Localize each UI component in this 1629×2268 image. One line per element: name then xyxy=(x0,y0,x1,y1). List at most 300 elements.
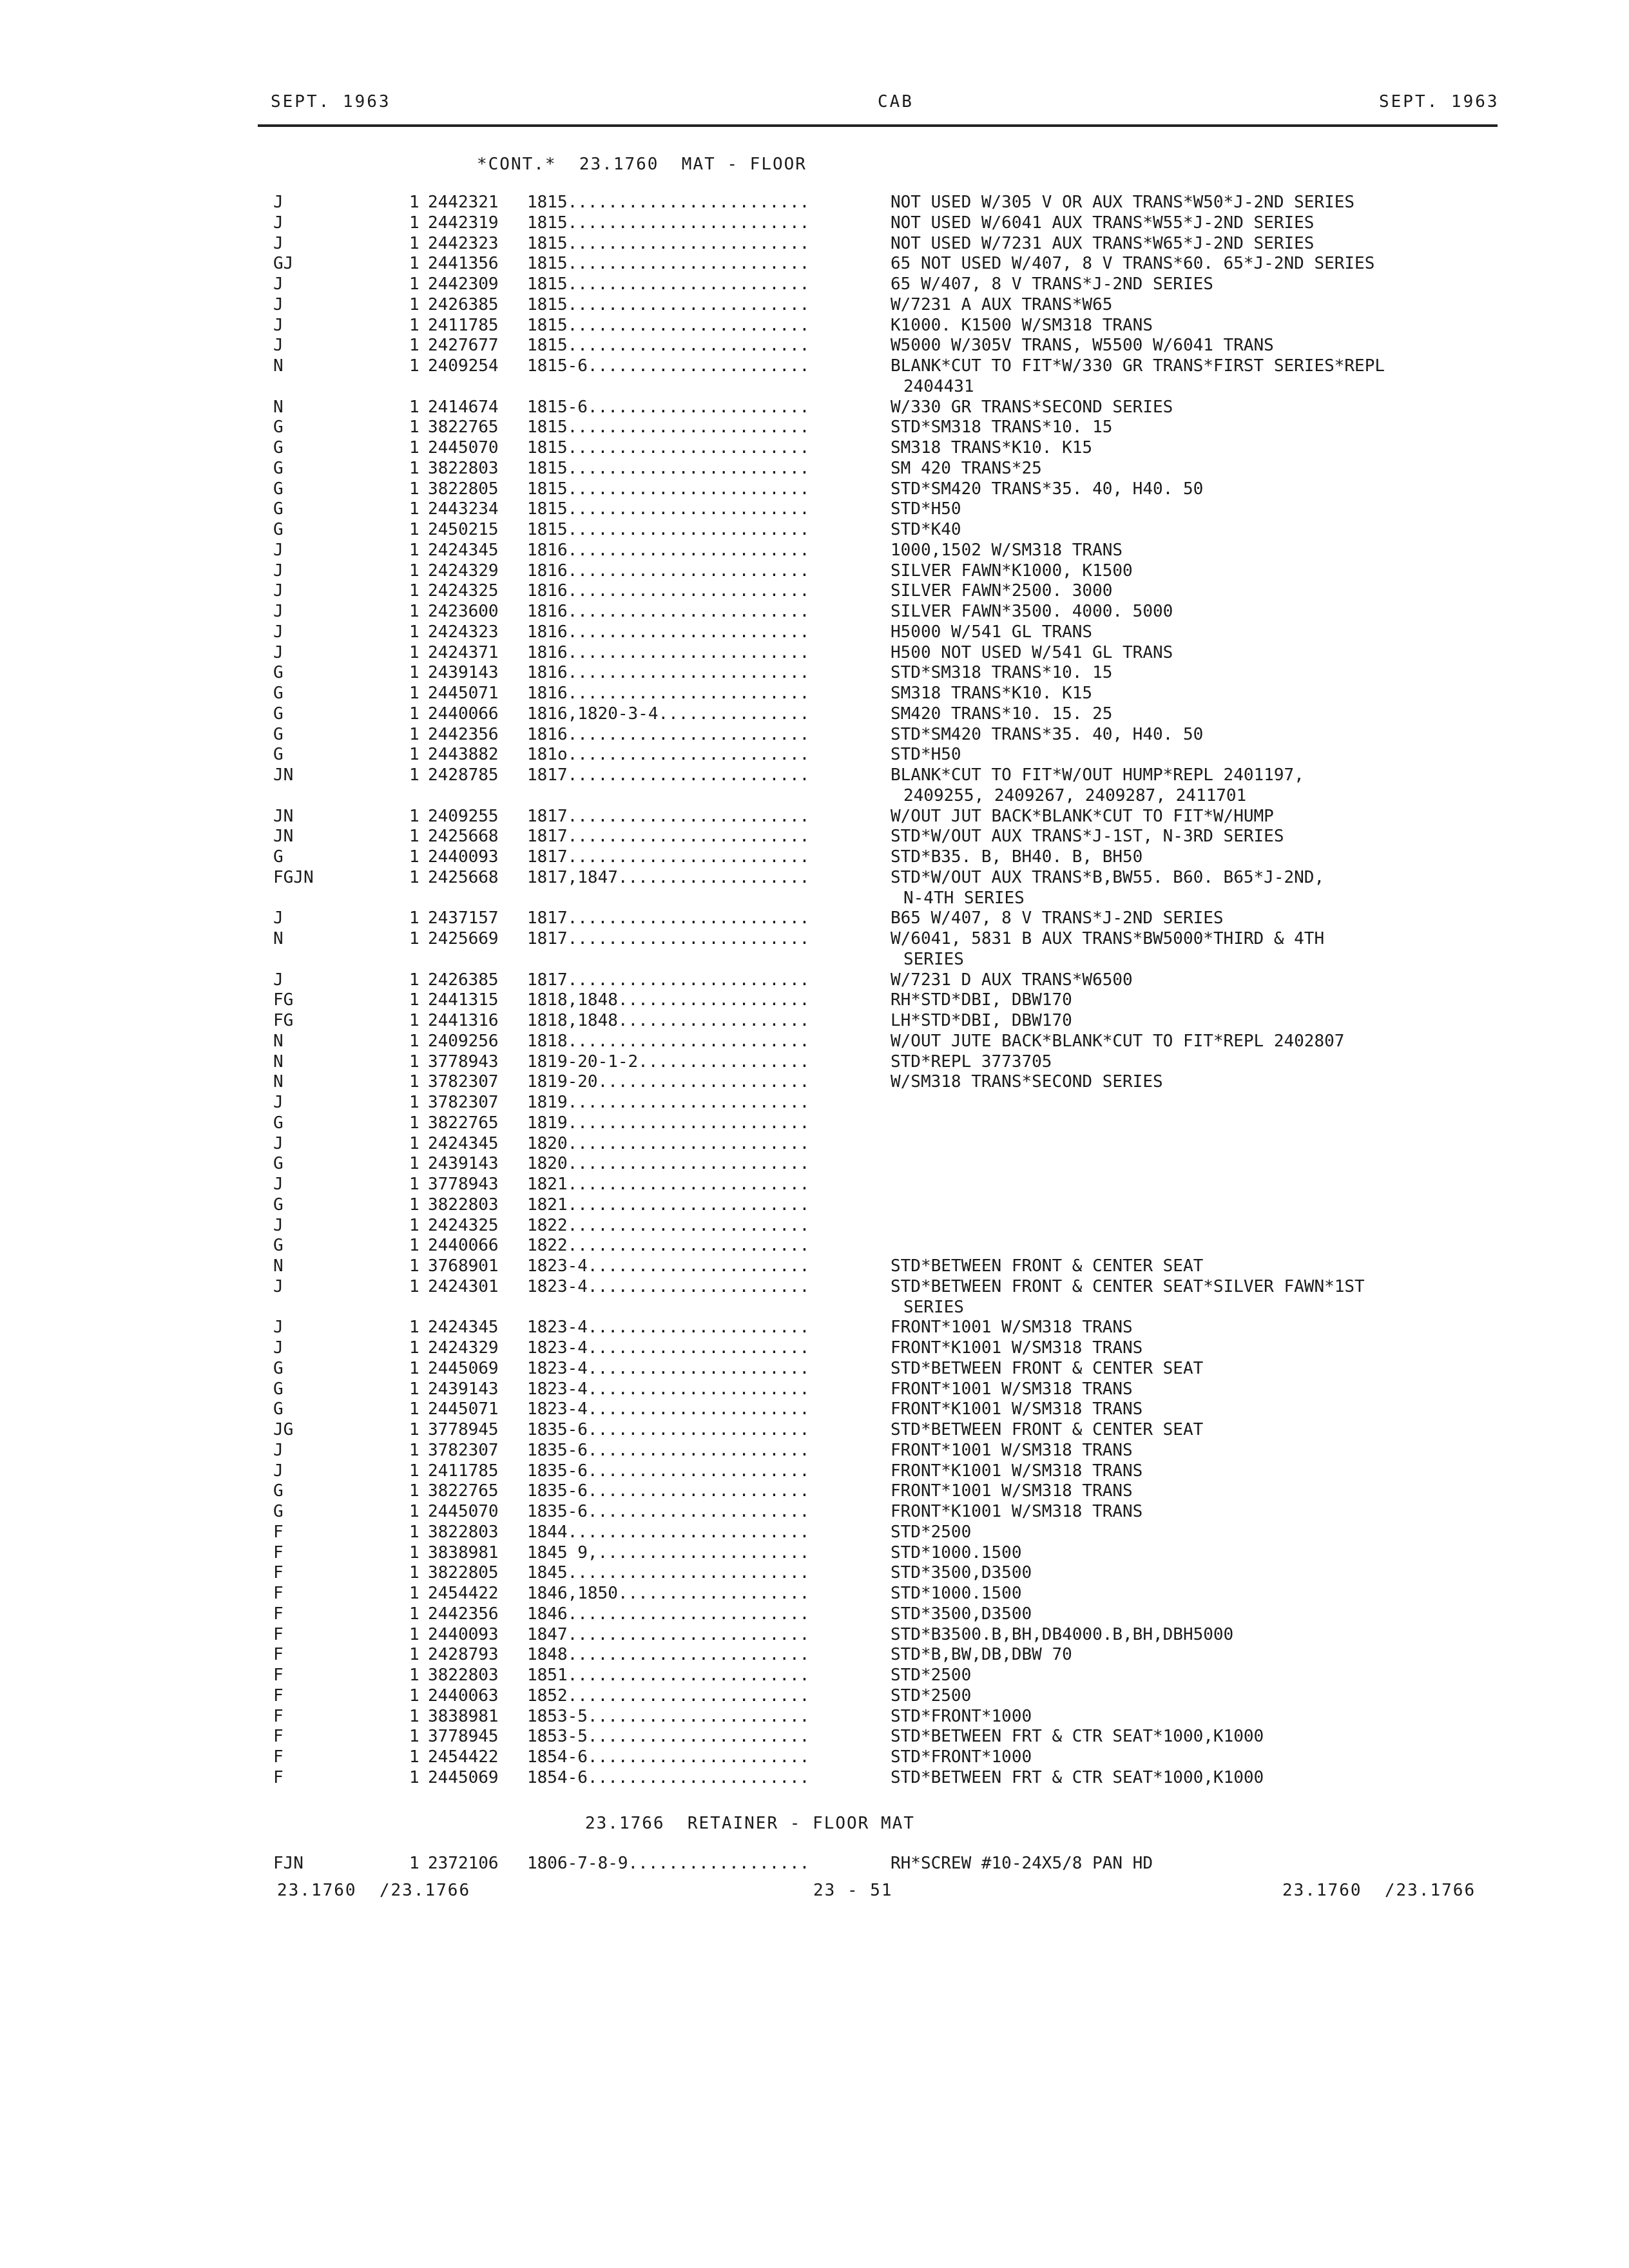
part-number: 2445071 xyxy=(428,684,499,703)
model-code: G xyxy=(273,1195,284,1215)
quantity: 1 xyxy=(409,1215,419,1235)
model-code: N xyxy=(273,356,284,376)
table-row xyxy=(0,1563,1629,1584)
description: NOT USED W/305 V OR AUX TRANS*W50*J-2ND SERIES xyxy=(891,193,1355,212)
quantity: 1 xyxy=(409,540,419,560)
description: STD*H50 xyxy=(891,499,961,519)
quantity: 1 xyxy=(409,1440,419,1460)
model-code: J xyxy=(273,213,284,233)
model-code: N xyxy=(273,1031,284,1051)
description: B65 W/407, 8 V TRANS*J-2ND SERIES xyxy=(891,908,1224,928)
table-row xyxy=(0,663,1629,684)
part-number: 2441356 xyxy=(428,254,499,274)
quantity: 1 xyxy=(409,724,419,744)
retainer-list xyxy=(0,1854,1629,1874)
figure-reference: 1823-4...................... xyxy=(527,1399,810,1419)
model-code: J xyxy=(273,622,284,642)
table-row xyxy=(0,970,1629,991)
figure-reference: 1848........................ xyxy=(527,1645,810,1665)
quantity: 1 xyxy=(409,1584,419,1603)
model-code: G xyxy=(273,1379,284,1399)
description: STD*B,BW,DB,DBW 70 xyxy=(891,1645,1072,1665)
part-number: 2442323 xyxy=(428,233,499,253)
model-code: G xyxy=(273,1399,284,1419)
table-row xyxy=(0,1625,1629,1646)
quantity: 1 xyxy=(409,1522,419,1542)
figure-reference: 1816........................ xyxy=(527,663,810,683)
quantity: 1 xyxy=(409,970,419,990)
table-row xyxy=(0,908,1629,929)
figure-reference: 1815........................ xyxy=(527,233,810,253)
quantity: 1 xyxy=(409,929,419,948)
figure-reference: 1815........................ xyxy=(527,458,810,478)
model-code: F xyxy=(273,1563,284,1583)
quantity: 1 xyxy=(409,520,419,539)
figure-reference: 1819-20..................... xyxy=(527,1072,810,1092)
model-code: F xyxy=(273,1542,284,1562)
model-code: J xyxy=(273,294,284,314)
quantity: 1 xyxy=(409,1767,419,1787)
model-code: J xyxy=(273,193,284,212)
description: STD*1000.1500 xyxy=(891,1542,1022,1562)
figure-reference: 1815........................ xyxy=(527,213,810,233)
header-date-left: SEPT. 1963 xyxy=(271,92,391,111)
quantity: 1 xyxy=(409,397,419,417)
figure-reference: 1847........................ xyxy=(527,1624,810,1644)
figure-reference: 1818........................ xyxy=(527,1031,810,1051)
part-number: 2445070 xyxy=(428,1502,499,1521)
part-number: 2441315 xyxy=(428,990,499,1010)
table-row xyxy=(0,1052,1629,1073)
figure-reference: 1835-6...................... xyxy=(527,1440,810,1460)
table-row xyxy=(0,398,1629,418)
quantity: 1 xyxy=(409,602,419,621)
part-number: 3838981 xyxy=(428,1542,499,1562)
table-row xyxy=(0,1645,1629,1666)
table-row xyxy=(0,1195,1629,1216)
figure-reference: 1844........................ xyxy=(527,1522,810,1542)
part-number: 2409254 xyxy=(428,356,499,376)
quantity: 1 xyxy=(409,990,419,1010)
figure-reference: 1852........................ xyxy=(527,1686,810,1706)
table-row xyxy=(0,1134,1629,1155)
quantity: 1 xyxy=(409,827,419,847)
part-number: 3822803 xyxy=(428,1195,499,1215)
description: STD*BETWEEN FRT & CTR SEAT*1000,K1000 xyxy=(891,1727,1264,1747)
figure-reference: 1815........................ xyxy=(527,438,810,457)
part-number: 3822803 xyxy=(428,1522,499,1542)
description: STD*W/OUT AUX TRANS*J-1ST, N-3RD SERIES xyxy=(891,827,1284,847)
quantity: 1 xyxy=(409,1854,419,1873)
quantity: 1 xyxy=(409,1338,419,1358)
table-row xyxy=(0,725,1629,745)
part-number: 2411785 xyxy=(428,315,499,335)
table-row xyxy=(0,1298,1629,1318)
table-row xyxy=(0,1461,1629,1482)
table-row xyxy=(0,889,1629,909)
quantity: 1 xyxy=(409,1195,419,1215)
figure-reference: 1816........................ xyxy=(527,724,810,744)
description: 65 NOT USED W/407, 8 V TRANS*60. 65*J-2ND SERIES xyxy=(891,254,1375,274)
quantity: 1 xyxy=(409,1399,419,1419)
table-row xyxy=(0,1686,1629,1707)
part-number: 3778943 xyxy=(428,1175,499,1194)
model-code: FG xyxy=(273,990,294,1010)
model-code: F xyxy=(273,1706,284,1726)
part-number: 2454422 xyxy=(428,1747,499,1767)
table-row xyxy=(0,1523,1629,1543)
quantity: 1 xyxy=(409,499,419,519)
parts-list xyxy=(0,193,1629,1789)
description: FRONT*K1001 W/SM318 TRANS xyxy=(891,1338,1143,1358)
quantity: 1 xyxy=(409,581,419,601)
description: STD*BETWEEN FRONT & CENTER SEAT xyxy=(891,1420,1204,1439)
table-row xyxy=(0,1379,1629,1400)
table-row xyxy=(0,1604,1629,1625)
description: STD*3500,D3500 xyxy=(891,1563,1032,1583)
model-code: J xyxy=(273,581,284,601)
quantity: 1 xyxy=(409,908,419,928)
figure-reference: 1806-7-8-9.................. xyxy=(527,1854,810,1873)
model-code: J xyxy=(273,274,284,294)
description: W5000 W/305V TRANS, W5500 W/6041 TRANS xyxy=(891,336,1274,356)
part-number: 2439143 xyxy=(428,1379,499,1399)
description-continuation: SERIES xyxy=(903,1297,964,1317)
table-row xyxy=(0,868,1629,889)
figure-reference: 1815........................ xyxy=(527,520,810,539)
table-row xyxy=(0,990,1629,1011)
part-number: 2424329 xyxy=(428,561,499,581)
table-row xyxy=(0,1072,1629,1093)
part-number: 2442356 xyxy=(428,1604,499,1624)
quantity: 1 xyxy=(409,1318,419,1338)
description: W/OUT JUTE BACK*BLANK*CUT TO FIT*REPL 2402807 xyxy=(891,1031,1345,1051)
model-code: G xyxy=(273,1154,284,1174)
part-number: 2437157 xyxy=(428,908,499,928)
quantity: 1 xyxy=(409,847,419,867)
table-row xyxy=(0,1236,1629,1256)
table-row xyxy=(0,377,1629,398)
model-code: FGJN xyxy=(273,867,314,887)
part-number: 2423600 xyxy=(428,602,499,621)
table-row xyxy=(0,807,1629,827)
description: FRONT*1001 W/SM318 TRANS xyxy=(891,1440,1133,1460)
figure-reference: 1815........................ xyxy=(527,193,810,212)
table-row xyxy=(0,356,1629,377)
table-row xyxy=(0,1707,1629,1727)
part-number: 2439143 xyxy=(428,1154,499,1174)
model-code: J xyxy=(273,233,284,253)
model-code: F xyxy=(273,1604,284,1624)
description: W/330 GR TRANS*SECOND SERIES xyxy=(891,397,1173,417)
model-code: G xyxy=(273,520,284,539)
model-code: N xyxy=(273,1256,284,1276)
description: RH*STD*DBI, DBW170 xyxy=(891,990,1072,1010)
figure-reference: 1815-6...................... xyxy=(527,356,810,376)
quantity: 1 xyxy=(409,806,419,826)
figure-reference: 1816,1820-3-4............... xyxy=(527,704,810,724)
part-number: 2424325 xyxy=(428,1215,499,1235)
figure-reference: 1815........................ xyxy=(527,479,810,499)
quantity: 1 xyxy=(409,1481,419,1501)
part-number: 2424323 xyxy=(428,622,499,642)
model-code: G xyxy=(273,458,284,478)
figure-reference: 181o........................ xyxy=(527,745,810,765)
table-row xyxy=(0,459,1629,479)
table-row xyxy=(0,1216,1629,1236)
model-code: G xyxy=(273,1358,284,1378)
description: STD*SM420 TRANS*35. 40, H40. 50 xyxy=(891,479,1204,499)
figure-reference: 1823-4...................... xyxy=(527,1256,810,1276)
part-number: 2425668 xyxy=(428,827,499,847)
table-row xyxy=(0,765,1629,786)
table-row xyxy=(0,643,1629,664)
part-number: 2445070 xyxy=(428,438,499,457)
description: STD*BETWEEN FRONT & CENTER SEAT*SILVER FAWN*1ST xyxy=(891,1276,1365,1296)
figure-reference: 1854-6...................... xyxy=(527,1747,810,1767)
figure-reference: 1818,1848................... xyxy=(527,1011,810,1030)
model-code: J xyxy=(273,1175,284,1194)
quantity: 1 xyxy=(409,1502,419,1521)
table-row xyxy=(0,950,1629,970)
part-number: 3782307 xyxy=(428,1440,499,1460)
description-continuation: 2409255, 2409267, 2409287, 2411701 xyxy=(903,785,1247,805)
description: STD*B35. B, BH40. B, BH50 xyxy=(891,847,1143,867)
part-number: 2442309 xyxy=(428,274,499,294)
model-code: J xyxy=(273,908,284,928)
table-row xyxy=(0,1420,1629,1441)
figure-reference: 1851........................ xyxy=(527,1666,810,1685)
model-code: F xyxy=(273,1584,284,1603)
description-continuation: 2404431 xyxy=(903,376,974,396)
model-code: J xyxy=(273,970,284,990)
description: STD*2500 xyxy=(891,1522,972,1542)
model-code: G xyxy=(273,745,284,765)
part-number: 2411785 xyxy=(428,1461,499,1481)
model-code: GJ xyxy=(273,254,294,274)
figure-reference: 1845........................ xyxy=(527,1563,810,1583)
header-rule xyxy=(258,124,1498,127)
description: FRONT*1001 W/SM318 TRANS xyxy=(891,1379,1133,1399)
figure-reference: 1816........................ xyxy=(527,602,810,621)
quantity: 1 xyxy=(409,1645,419,1665)
model-code: G xyxy=(273,418,284,437)
quantity: 1 xyxy=(409,1420,419,1439)
part-number: 3822805 xyxy=(428,1563,499,1583)
model-code: J xyxy=(273,642,284,662)
part-number: 2445069 xyxy=(428,1767,499,1787)
description: STD*BETWEEN FRONT & CENTER SEAT xyxy=(891,1256,1204,1276)
description: W/7231 A AUX TRANS*W65 xyxy=(891,294,1113,314)
description: STD*2500 xyxy=(891,1686,972,1706)
figure-reference: 1835-6...................... xyxy=(527,1502,810,1521)
figure-reference: 1816........................ xyxy=(527,684,810,703)
table-row xyxy=(0,499,1629,520)
description: 1000,1502 W/SM318 TRANS xyxy=(891,540,1123,560)
model-code: J xyxy=(273,1215,284,1235)
description: W/OUT JUT BACK*BLANK*CUT TO FIT*W/HUMP xyxy=(891,806,1274,826)
quantity: 1 xyxy=(409,1256,419,1276)
model-code: G xyxy=(273,479,284,499)
part-number: 2426385 xyxy=(428,294,499,314)
description: STD*SM318 TRANS*10. 15 xyxy=(891,418,1113,437)
part-number: 2440066 xyxy=(428,704,499,724)
table-row xyxy=(0,1011,1629,1032)
model-code: N xyxy=(273,929,284,948)
quantity: 1 xyxy=(409,458,419,478)
model-code: J xyxy=(273,1276,284,1296)
description: BLANK*CUT TO FIT*W/330 GR TRANS*FIRST SERIES*REPL xyxy=(891,356,1385,376)
description: LH*STD*DBI, DBW170 xyxy=(891,1011,1072,1030)
model-code: F xyxy=(273,1767,284,1787)
description-continuation: N-4TH SERIES xyxy=(903,888,1025,908)
model-code: F xyxy=(273,1522,284,1542)
figure-reference: 1816........................ xyxy=(527,581,810,601)
part-number: 3838981 xyxy=(428,1706,499,1726)
part-number: 2443234 xyxy=(428,499,499,519)
table-row xyxy=(0,1113,1629,1134)
figure-reference: 1816........................ xyxy=(527,642,810,662)
part-number: 3822765 xyxy=(428,1481,499,1501)
figure-reference: 1817........................ xyxy=(527,827,810,847)
description: SM318 TRANS*K10. K15 xyxy=(891,438,1093,457)
part-number: 2440063 xyxy=(428,1686,499,1706)
quantity: 1 xyxy=(409,193,419,212)
figure-reference: 1817........................ xyxy=(527,847,810,867)
quantity: 1 xyxy=(409,1542,419,1562)
part-number: 2445069 xyxy=(428,1358,499,1378)
table-row xyxy=(0,520,1629,541)
model-code: N xyxy=(273,1072,284,1092)
description: SM 420 TRANS*25 xyxy=(891,458,1042,478)
figure-reference: 1820........................ xyxy=(527,1154,810,1174)
figure-reference: 1853-5...................... xyxy=(527,1706,810,1726)
description: STD*B3500.B,BH,DB4000.B,BH,DBH5000 xyxy=(891,1624,1234,1644)
table-row xyxy=(0,1584,1629,1604)
part-number: 2409255 xyxy=(428,806,499,826)
quantity: 1 xyxy=(409,704,419,724)
table-row xyxy=(0,684,1629,704)
figure-reference: 1819........................ xyxy=(527,1093,810,1112)
description: W/SM318 TRANS*SECOND SERIES xyxy=(891,1072,1163,1092)
quantity: 1 xyxy=(409,622,419,642)
quantity: 1 xyxy=(409,254,419,274)
footer-range-right: 23.1760 /23.1766 xyxy=(1282,1881,1476,1900)
quantity: 1 xyxy=(409,336,419,356)
model-code: J xyxy=(273,1318,284,1338)
table-row xyxy=(0,1277,1629,1298)
figure-reference: 1815........................ xyxy=(527,418,810,437)
quantity: 1 xyxy=(409,1358,419,1378)
part-number: 2426385 xyxy=(428,970,499,990)
figure-reference: 1815........................ xyxy=(527,294,810,314)
figure-reference: 1819-20-1-2................. xyxy=(527,1052,810,1072)
figure-reference: 1816........................ xyxy=(527,561,810,581)
quantity: 1 xyxy=(409,1031,419,1051)
part-number: 2424329 xyxy=(428,1338,499,1358)
figure-reference: 1823-4...................... xyxy=(527,1338,810,1358)
part-number: 3778945 xyxy=(428,1727,499,1747)
quantity: 1 xyxy=(409,315,419,335)
table-row xyxy=(0,1318,1629,1338)
figure-reference: 1815-6...................... xyxy=(527,397,810,417)
description: BLANK*CUT TO FIT*W/OUT HUMP*REPL 2401197, xyxy=(891,765,1304,785)
quantity: 1 xyxy=(409,867,419,887)
table-row xyxy=(0,1768,1629,1789)
model-code: J xyxy=(273,336,284,356)
model-code: F xyxy=(273,1727,284,1747)
model-code: FJN xyxy=(273,1854,304,1873)
figure-reference: 1817........................ xyxy=(527,806,810,826)
quantity: 1 xyxy=(409,1133,419,1153)
figure-reference: 1821........................ xyxy=(527,1175,810,1194)
quantity: 1 xyxy=(409,1011,419,1030)
figure-reference: 1835-6...................... xyxy=(527,1481,810,1501)
table-row xyxy=(0,602,1629,622)
table-row xyxy=(0,234,1629,255)
model-code: JG xyxy=(273,1420,294,1439)
table-row xyxy=(0,254,1629,274)
model-code: J xyxy=(273,1338,284,1358)
table-row xyxy=(0,213,1629,234)
part-number: 2425668 xyxy=(428,867,499,887)
figure-reference: 1835-6...................... xyxy=(527,1461,810,1481)
table-row xyxy=(0,541,1629,561)
part-number: 3822765 xyxy=(428,1113,499,1133)
quantity: 1 xyxy=(409,1624,419,1644)
table-row xyxy=(0,704,1629,725)
figure-reference: 1817,1847................... xyxy=(527,867,810,887)
table-row xyxy=(0,1399,1629,1420)
model-code: G xyxy=(273,438,284,457)
table-row xyxy=(0,438,1629,459)
model-code: G xyxy=(273,724,284,744)
description: STD*FRONT*1000 xyxy=(891,1706,1032,1726)
part-number: 2424345 xyxy=(428,540,499,560)
description: W/6041, 5831 B AUX TRANS*BW5000*THIRD & 4TH xyxy=(891,929,1325,948)
part-number: 2442356 xyxy=(428,724,499,744)
description: K1000. K1500 W/SM318 TRANS xyxy=(891,315,1153,335)
table-row xyxy=(0,193,1629,213)
description: STD*W/OUT AUX TRANS*B,BW55. B60. B65*J-2ND, xyxy=(891,867,1325,887)
model-code: G xyxy=(273,1113,284,1133)
part-number: 2424325 xyxy=(428,581,499,601)
figure-reference: 1854-6...................... xyxy=(527,1767,810,1787)
table-row xyxy=(0,786,1629,807)
description: FRONT*K1001 W/SM318 TRANS xyxy=(891,1461,1143,1481)
part-number: 3822803 xyxy=(428,1666,499,1685)
description: RH*SCREW #10-24X5/8 PAN HD xyxy=(891,1854,1153,1873)
model-code: J xyxy=(273,602,284,621)
model-code: F xyxy=(273,1624,284,1644)
part-number: 2442321 xyxy=(428,193,499,212)
part-number: 2454422 xyxy=(428,1584,499,1603)
description: STD*3500,D3500 xyxy=(891,1604,1032,1624)
part-number: 2442319 xyxy=(428,213,499,233)
description: SILVER FAWN*2500. 3000 xyxy=(891,581,1113,601)
quantity: 1 xyxy=(409,1727,419,1747)
figure-reference: 1815........................ xyxy=(527,274,810,294)
quantity: 1 xyxy=(409,479,419,499)
quantity: 1 xyxy=(409,294,419,314)
description: SM318 TRANS*K10. K15 xyxy=(891,684,1093,703)
figure-reference: 1815........................ xyxy=(527,336,810,356)
table-row xyxy=(0,336,1629,356)
model-code: F xyxy=(273,1747,284,1767)
table-row xyxy=(0,929,1629,950)
quantity: 1 xyxy=(409,438,419,457)
description: STD*2500 xyxy=(891,1666,972,1685)
